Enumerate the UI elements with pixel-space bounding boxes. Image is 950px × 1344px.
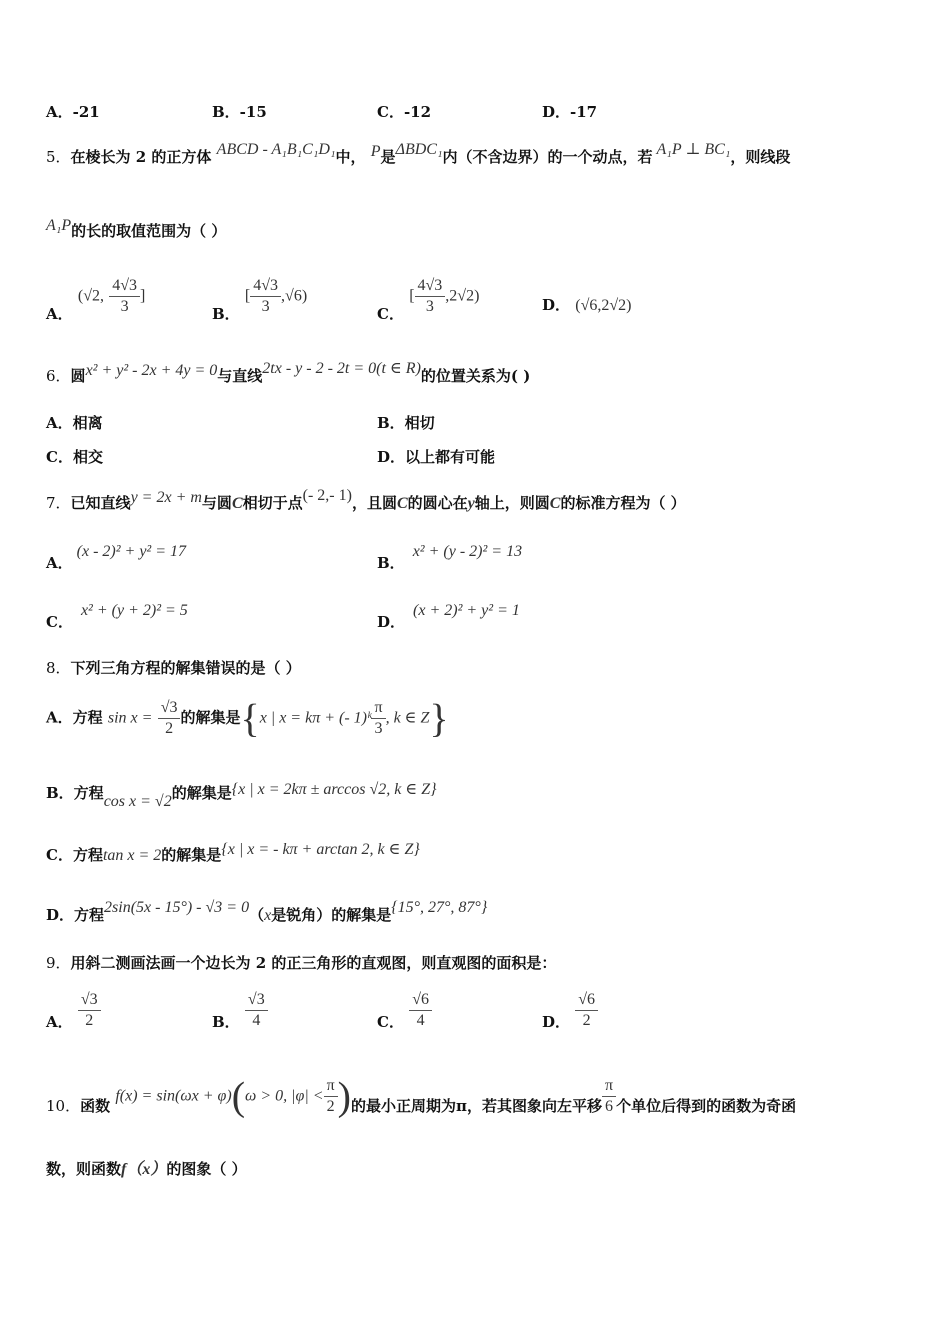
q5-b-open: [ bbox=[244, 287, 251, 305]
q7-a-label: A． bbox=[46, 554, 73, 572]
q7-option-c[interactable] bbox=[46, 602, 188, 634]
q5-cube: ABCD - A₁B₁C₁D₁ bbox=[216, 141, 336, 158]
q8-d-mid-1: （ bbox=[249, 906, 265, 924]
q10-fx: f（x） bbox=[121, 1161, 167, 1178]
q5-d-expr: (√6,2√2) bbox=[575, 297, 632, 314]
q6-option-c[interactable]: C．相交 bbox=[46, 448, 103, 466]
q5-b-fraction bbox=[250, 276, 281, 317]
q7-line-eq: y = 2x + m bbox=[130, 489, 202, 506]
q7-text-1: 已知直线 bbox=[70, 494, 131, 512]
q9-a-denominator: 2 bbox=[85, 1012, 94, 1029]
q8-c-eq: tan x = 2 bbox=[102, 847, 162, 864]
q9-c-denominator: 4 bbox=[416, 1012, 425, 1029]
q10-cond-denominator: 2 bbox=[326, 1098, 335, 1115]
q5-b-label: B． bbox=[212, 304, 240, 323]
q8-option-b[interactable] bbox=[46, 781, 437, 810]
q5-point-p: P bbox=[370, 143, 381, 160]
q5-number: 5． bbox=[46, 148, 71, 166]
q8-a-set-1: x | x = kπ + (- 1)ᵏ bbox=[259, 709, 372, 727]
q6-stem bbox=[46, 360, 531, 388]
q8-a-fraction bbox=[158, 698, 181, 739]
q5-b-close: ,√6) bbox=[281, 287, 308, 305]
q4-option-b[interactable]: B．-15 bbox=[212, 103, 267, 121]
q7-text-7: 的标准方程为（ ） bbox=[560, 494, 686, 512]
q5-text-6: 的长的取值范围为（ ） bbox=[71, 222, 227, 240]
q9-stem bbox=[46, 952, 556, 974]
q7-text-3: 相切于点 bbox=[242, 494, 303, 512]
q8-d-mid-2: 是锐角）的解集是 bbox=[271, 906, 392, 924]
q5-text-4: 内（不含边界）的一个动点，若 bbox=[442, 148, 653, 166]
q7-c-label: C． bbox=[46, 613, 73, 631]
q10-cond-fraction bbox=[324, 1076, 338, 1117]
q6-option-b[interactable]: B．相切 bbox=[377, 414, 435, 432]
q5-d-label: D． bbox=[542, 296, 571, 314]
q5-perp: A₁P ⊥ BC₁ bbox=[656, 141, 731, 158]
q8-a-set-denominator: 3 bbox=[374, 720, 383, 737]
q8-d-x: x bbox=[264, 907, 272, 924]
q8-option-a[interactable]: A．方程 sin x = $\frac{√3}{2}$ 的解集是{x | x = kπ + (- 1)ᵏ $\frac{\pi}{3}$ , k ∈ Z} bbox=[46, 695, 449, 741]
q8-a-set-2: , k ∈ Z bbox=[385, 709, 430, 727]
q9-a-label: A． bbox=[46, 1012, 73, 1031]
q9-option-a[interactable] bbox=[46, 990, 101, 1031]
q8-a-set-numerator: π bbox=[371, 698, 385, 719]
q8-a-denominator: 2 bbox=[165, 720, 174, 737]
q5-c-close: ,2√2) bbox=[445, 287, 480, 305]
q10-condition: ω > 0, |φ| < bbox=[245, 1087, 324, 1105]
q8-a-set-fraction bbox=[371, 698, 385, 739]
q8-a-eq: sin x = bbox=[107, 709, 153, 727]
q7-text-2: 与圆 bbox=[201, 494, 232, 512]
q9-b-denominator: 4 bbox=[252, 1012, 261, 1029]
q10-function: f(x) = sin(ωx + φ) bbox=[115, 1087, 232, 1105]
q5-stem-2 bbox=[46, 217, 227, 243]
q8-a-label: A．方程 bbox=[46, 708, 103, 727]
q9-a-fraction bbox=[78, 990, 101, 1031]
q10-cond-numerator: π bbox=[324, 1076, 338, 1097]
q8-option-c[interactable] bbox=[46, 841, 420, 867]
q5-option-a[interactable] bbox=[46, 276, 146, 323]
q5-option-d[interactable] bbox=[542, 294, 631, 317]
q5-option-b[interactable] bbox=[212, 276, 308, 323]
q7-text-6: 轴上，则圆 bbox=[474, 494, 550, 512]
q6-line-eq: 2tx - y - 2 - 2t = 0(t ∈ R) bbox=[262, 360, 421, 377]
q9-d-denominator: 2 bbox=[582, 1012, 591, 1029]
q5-c-fraction bbox=[415, 276, 446, 317]
q9-number: 9． bbox=[46, 954, 71, 972]
q7-b-label: B． bbox=[377, 554, 405, 572]
q6-text-1: 圆 bbox=[70, 367, 86, 385]
q5-c-numerator: 4√3 bbox=[415, 276, 446, 297]
q8-b-eq: cos x = √2 bbox=[103, 793, 172, 810]
q5-text-1: 在棱长为 2 的正方体 bbox=[70, 148, 212, 166]
q5-a-denominator: 3 bbox=[120, 298, 129, 315]
q9-option-d[interactable] bbox=[542, 990, 598, 1031]
q8-option-d[interactable] bbox=[46, 899, 488, 927]
q8-b-mid: 的解集是 bbox=[171, 784, 232, 802]
q10-stem: 10．函数 f(x) = sin(ωx + φ)(ω > 0, |φ| < $\frac{\pi}{2}$ )的最小正周期为π，若其图象向左平移 $\frac{\pi}{6}$ 个单位后得到的函数为奇函 bbox=[46, 1073, 797, 1119]
q4-option-c[interactable]: C．-12 bbox=[377, 103, 432, 121]
q7-option-b[interactable] bbox=[377, 543, 523, 575]
q8-b-set: {x | x = 2kπ ± arccos √2, k ∈ Z} bbox=[231, 781, 437, 798]
q7-y-axis: y bbox=[467, 495, 475, 512]
q7-point: (- 2,- 1) bbox=[302, 487, 352, 504]
q10-text-4: 数，则函数 bbox=[46, 1160, 122, 1178]
q6-number: 6． bbox=[46, 367, 71, 385]
q10-shift-numerator: π bbox=[602, 1076, 616, 1097]
q7-stem bbox=[46, 487, 686, 515]
q8-text-1: 下列三角方程的解集错误的是（ ） bbox=[70, 659, 301, 677]
q5-b-denominator: 3 bbox=[261, 298, 270, 315]
q7-text-4: ，且圆 bbox=[351, 494, 397, 512]
q7-a-eq: (x - 2)² + y² = 17 bbox=[76, 543, 187, 560]
q9-option-b[interactable] bbox=[212, 990, 268, 1031]
q10-text-1: 函数 bbox=[80, 1096, 111, 1115]
q10-text-3: 个单位后得到的函数为奇函 bbox=[616, 1096, 797, 1115]
q7-option-a[interactable] bbox=[46, 543, 187, 575]
q10-text-2: 的最小正周期为π，若其图象向左平移 bbox=[351, 1096, 602, 1115]
q5-segment: A₁P bbox=[46, 217, 72, 234]
q6-text-2: 与直线 bbox=[217, 367, 263, 385]
q7-circle-c-2: C bbox=[396, 495, 408, 512]
q8-a-numerator: √3 bbox=[158, 698, 181, 719]
q5-text-5: ，则线段 bbox=[730, 148, 791, 166]
q6-option-a[interactable]: A．相离 bbox=[46, 414, 103, 432]
q5-a-numerator: 4√3 bbox=[109, 276, 140, 297]
q8-c-set: {x | x = - kπ + arctan 2, k ∈ Z} bbox=[221, 841, 420, 858]
q8-c-label: C．方程 bbox=[46, 846, 103, 864]
q7-c-eq: x² + (y + 2)² = 5 bbox=[80, 602, 188, 619]
q8-a-mid: 的解集是 bbox=[180, 708, 241, 727]
q9-d-fraction bbox=[575, 990, 598, 1031]
q6-text-3: 的位置关系为( ) bbox=[420, 367, 531, 385]
q10-shift-fraction bbox=[602, 1076, 616, 1117]
q5-b-numerator: 4√3 bbox=[250, 276, 281, 297]
q5-c-open: [ bbox=[409, 287, 415, 305]
q10-stem-2 bbox=[46, 1158, 247, 1181]
q9-c-label: C． bbox=[377, 1012, 404, 1031]
q5-text-3: 是 bbox=[380, 148, 396, 166]
q8-stem bbox=[46, 657, 301, 679]
q8-number: 8． bbox=[46, 659, 71, 677]
q9-c-numerator: √6 bbox=[409, 990, 432, 1011]
q4-option-d[interactable]: D．-17 bbox=[542, 103, 598, 121]
q5-text-2: 中， bbox=[335, 148, 366, 166]
q9-b-fraction bbox=[245, 990, 268, 1031]
q5-c-denominator: 3 bbox=[425, 298, 434, 315]
q7-option-d[interactable] bbox=[377, 602, 520, 634]
q10-number: 10． bbox=[46, 1096, 81, 1115]
q8-d-set: {15°, 27°, 87°} bbox=[391, 899, 488, 916]
q7-b-eq: x² + (y - 2)² = 13 bbox=[412, 543, 523, 560]
q7-text-5: 的圆心在 bbox=[407, 494, 468, 512]
q10-text-5: 的图象（ ） bbox=[166, 1160, 247, 1178]
q9-b-label: B． bbox=[212, 1012, 240, 1031]
q8-d-label: D．方程 bbox=[46, 906, 105, 924]
q6-option-d[interactable]: D．以上都有可能 bbox=[377, 448, 496, 466]
q8-b-label: B．方程 bbox=[46, 784, 104, 802]
q9-d-numerator: √6 bbox=[575, 990, 598, 1011]
q5-stem bbox=[46, 141, 791, 169]
q4-option-a[interactable]: A．-21 bbox=[46, 103, 100, 121]
q9-d-label: D． bbox=[542, 1012, 571, 1031]
q5-a-open: (√2, bbox=[77, 287, 104, 305]
q5-a-fraction bbox=[109, 276, 140, 317]
q7-circle-c-1: C bbox=[231, 495, 243, 512]
q5-a-close: ] bbox=[140, 287, 146, 305]
q7-circle-c-3: C bbox=[549, 495, 561, 512]
q8-d-eq: 2sin(5x - 15°) - √3 = 0 bbox=[104, 899, 250, 916]
q10-shift-denominator: 6 bbox=[605, 1098, 614, 1115]
q9-c-fraction bbox=[409, 990, 432, 1031]
q7-number: 7． bbox=[46, 494, 71, 512]
q6-circle-eq: x² + y² - 2x + 4y = 0 bbox=[85, 362, 218, 379]
q8-c-mid: 的解集是 bbox=[161, 846, 222, 864]
q5-a-label: A． bbox=[46, 304, 73, 323]
q9-option-c[interactable] bbox=[377, 990, 432, 1031]
q5-option-c[interactable] bbox=[377, 276, 480, 323]
q7-d-eq: (x + 2)² + y² = 1 bbox=[413, 602, 520, 619]
q5-triangle: ΔBDC₁ bbox=[395, 141, 443, 158]
q5-c-label: C． bbox=[377, 304, 404, 323]
q9-a-numerator: √3 bbox=[78, 990, 101, 1011]
q7-d-label: D． bbox=[377, 613, 406, 631]
q9-text-1: 用斜二测画法画一个边长为 2 的正三角形的直观图，则直观图的面积是： bbox=[70, 954, 557, 972]
q9-b-numerator: √3 bbox=[245, 990, 268, 1011]
